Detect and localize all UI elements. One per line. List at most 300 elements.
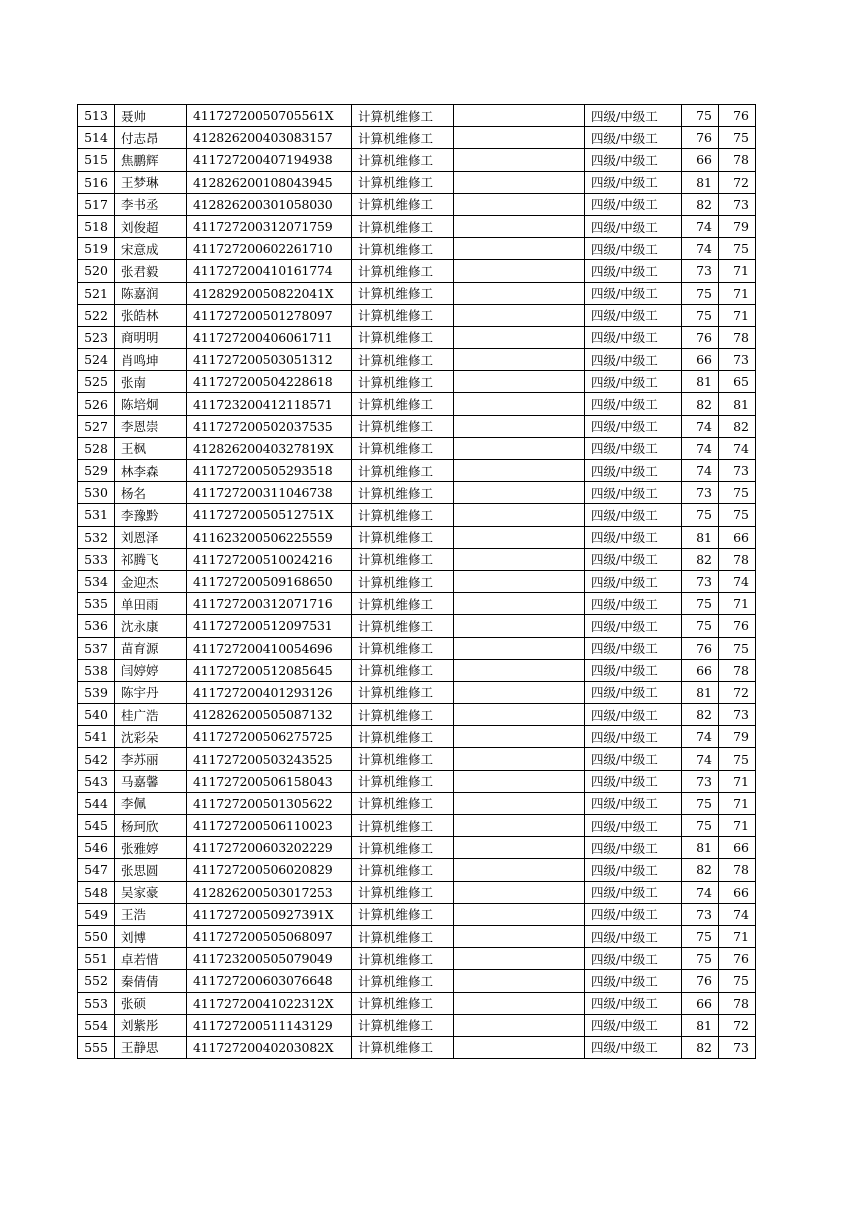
score-1: 66 bbox=[682, 992, 719, 1014]
score-2: 71 bbox=[719, 260, 756, 282]
score-1: 76 bbox=[682, 127, 719, 149]
candidate-name: 沈永康 bbox=[115, 615, 187, 637]
skill-level: 四级/中级工 bbox=[585, 1036, 682, 1058]
id-number: 411727200410054696 bbox=[187, 637, 352, 659]
occupation: 计算机维修工 bbox=[352, 215, 454, 237]
skill-level: 四级/中级工 bbox=[585, 815, 682, 837]
candidate-name: 张君毅 bbox=[115, 260, 187, 282]
blank-cell bbox=[454, 859, 585, 881]
score-2: 78 bbox=[719, 859, 756, 881]
candidate-name: 李豫黔 bbox=[115, 504, 187, 526]
blank-cell bbox=[454, 526, 585, 548]
id-number: 41172720050512751X bbox=[187, 504, 352, 526]
occupation: 计算机维修工 bbox=[352, 837, 454, 859]
occupation: 计算机维修工 bbox=[352, 925, 454, 947]
table-row bbox=[78, 815, 756, 837]
occupation: 计算机维修工 bbox=[352, 460, 454, 482]
score-2: 71 bbox=[719, 792, 756, 814]
skill-level: 四级/中级工 bbox=[585, 526, 682, 548]
candidate-name: 王浩 bbox=[115, 903, 187, 925]
score-1: 82 bbox=[682, 1036, 719, 1058]
table-row bbox=[78, 504, 756, 526]
score-2: 71 bbox=[719, 815, 756, 837]
table-row bbox=[78, 105, 756, 127]
blank-cell bbox=[454, 504, 585, 526]
score-2: 76 bbox=[719, 948, 756, 970]
occupation: 计算机维修工 bbox=[352, 681, 454, 703]
score-1: 81 bbox=[682, 1014, 719, 1036]
blank-cell bbox=[454, 615, 585, 637]
id-number: 411727200501278097 bbox=[187, 304, 352, 326]
blank-cell bbox=[454, 460, 585, 482]
score-2: 75 bbox=[719, 238, 756, 260]
candidate-name: 林李森 bbox=[115, 460, 187, 482]
table-row bbox=[78, 371, 756, 393]
candidate-name: 闫婷婷 bbox=[115, 659, 187, 681]
occupation: 计算机维修工 bbox=[352, 548, 454, 570]
row-number: 545 bbox=[78, 815, 115, 837]
occupation: 计算机维修工 bbox=[352, 304, 454, 326]
score-2: 76 bbox=[719, 105, 756, 127]
id-number: 41282920050822041X bbox=[187, 282, 352, 304]
skill-level: 四级/中级工 bbox=[585, 282, 682, 304]
blank-cell bbox=[454, 260, 585, 282]
score-2: 78 bbox=[719, 659, 756, 681]
id-number: 411727200602261710 bbox=[187, 238, 352, 260]
table-row bbox=[78, 925, 756, 947]
score-1: 73 bbox=[682, 903, 719, 925]
occupation: 计算机维修工 bbox=[352, 1014, 454, 1036]
id-number: 411727200410161774 bbox=[187, 260, 352, 282]
blank-cell bbox=[454, 637, 585, 659]
table-row bbox=[78, 726, 756, 748]
score-2: 79 bbox=[719, 726, 756, 748]
table-row bbox=[78, 992, 756, 1014]
score-1: 74 bbox=[682, 460, 719, 482]
table-row bbox=[78, 948, 756, 970]
candidate-name: 吴家豪 bbox=[115, 881, 187, 903]
id-number: 41172720041022312X bbox=[187, 992, 352, 1014]
blank-cell bbox=[454, 349, 585, 371]
blank-cell bbox=[454, 127, 585, 149]
score-1: 75 bbox=[682, 282, 719, 304]
table-row bbox=[78, 149, 756, 171]
table-row bbox=[78, 526, 756, 548]
row-number: 526 bbox=[78, 393, 115, 415]
candidate-name: 李恩崇 bbox=[115, 415, 187, 437]
id-number: 411727200506110023 bbox=[187, 815, 352, 837]
candidate-name: 张雅婷 bbox=[115, 837, 187, 859]
score-2: 74 bbox=[719, 903, 756, 925]
skill-level: 四级/中级工 bbox=[585, 593, 682, 615]
candidate-name: 王静思 bbox=[115, 1036, 187, 1058]
occupation: 计算机维修工 bbox=[352, 349, 454, 371]
occupation: 计算机维修工 bbox=[352, 859, 454, 881]
score-2: 81 bbox=[719, 393, 756, 415]
blank-cell bbox=[454, 326, 585, 348]
score-1: 74 bbox=[682, 415, 719, 437]
skill-level: 四级/中级工 bbox=[585, 260, 682, 282]
blank-cell bbox=[454, 659, 585, 681]
candidate-name: 张南 bbox=[115, 371, 187, 393]
candidate-name: 杨名 bbox=[115, 482, 187, 504]
blank-cell bbox=[454, 593, 585, 615]
occupation: 计算机维修工 bbox=[352, 127, 454, 149]
score-1: 81 bbox=[682, 681, 719, 703]
id-number: 411727200505068097 bbox=[187, 925, 352, 947]
score-2: 75 bbox=[719, 504, 756, 526]
row-number: 544 bbox=[78, 792, 115, 814]
score-1: 74 bbox=[682, 726, 719, 748]
candidate-name: 刘恩泽 bbox=[115, 526, 187, 548]
skill-level: 四级/中级工 bbox=[585, 127, 682, 149]
row-number: 524 bbox=[78, 349, 115, 371]
row-number: 535 bbox=[78, 593, 115, 615]
score-1: 74 bbox=[682, 881, 719, 903]
candidate-name: 祁腾飞 bbox=[115, 548, 187, 570]
occupation: 计算机维修工 bbox=[352, 748, 454, 770]
table-row bbox=[78, 415, 756, 437]
skill-level: 四级/中级工 bbox=[585, 105, 682, 127]
score-1: 74 bbox=[682, 238, 719, 260]
row-number: 547 bbox=[78, 859, 115, 881]
table-row bbox=[78, 548, 756, 570]
skill-level: 四级/中级工 bbox=[585, 726, 682, 748]
candidate-name: 付志昂 bbox=[115, 127, 187, 149]
occupation: 计算机维修工 bbox=[352, 615, 454, 637]
row-number: 522 bbox=[78, 304, 115, 326]
row-number: 523 bbox=[78, 326, 115, 348]
candidate-name: 陈培炯 bbox=[115, 393, 187, 415]
id-number: 41172720050927391X bbox=[187, 903, 352, 925]
skill-level: 四级/中级工 bbox=[585, 903, 682, 925]
table-row bbox=[78, 171, 756, 193]
row-number: 536 bbox=[78, 615, 115, 637]
score-2: 75 bbox=[719, 970, 756, 992]
row-number: 517 bbox=[78, 193, 115, 215]
id-number: 412826200503017253 bbox=[187, 881, 352, 903]
occupation: 计算机维修工 bbox=[352, 659, 454, 681]
blank-cell bbox=[454, 304, 585, 326]
table-row bbox=[78, 970, 756, 992]
row-number: 534 bbox=[78, 570, 115, 592]
row-number: 515 bbox=[78, 149, 115, 171]
score-2: 73 bbox=[719, 349, 756, 371]
table-row bbox=[78, 193, 756, 215]
table-body bbox=[78, 105, 756, 1059]
candidate-name: 杨珂欣 bbox=[115, 815, 187, 837]
score-1: 75 bbox=[682, 504, 719, 526]
score-2: 66 bbox=[719, 881, 756, 903]
skill-level: 四级/中级工 bbox=[585, 149, 682, 171]
candidate-name: 王梦琳 bbox=[115, 171, 187, 193]
score-1: 73 bbox=[682, 570, 719, 592]
occupation: 计算机维修工 bbox=[352, 371, 454, 393]
id-number: 41172720050705561X bbox=[187, 105, 352, 127]
id-number: 411727200511143129 bbox=[187, 1014, 352, 1036]
table-row bbox=[78, 570, 756, 592]
candidate-name: 张皓林 bbox=[115, 304, 187, 326]
blank-cell bbox=[454, 437, 585, 459]
candidate-name: 卓若惜 bbox=[115, 948, 187, 970]
occupation: 计算机维修工 bbox=[352, 171, 454, 193]
blank-cell bbox=[454, 770, 585, 792]
id-number: 411727200503051312 bbox=[187, 349, 352, 371]
id-number: 411727200501305622 bbox=[187, 792, 352, 814]
skill-level: 四级/中级工 bbox=[585, 415, 682, 437]
score-2: 75 bbox=[719, 748, 756, 770]
row-number: 529 bbox=[78, 460, 115, 482]
score-1: 73 bbox=[682, 260, 719, 282]
row-number: 520 bbox=[78, 260, 115, 282]
score-1: 82 bbox=[682, 193, 719, 215]
row-number: 549 bbox=[78, 903, 115, 925]
table-row bbox=[78, 615, 756, 637]
candidate-name: 张思圆 bbox=[115, 859, 187, 881]
score-2: 75 bbox=[719, 637, 756, 659]
table-row bbox=[78, 770, 756, 792]
skill-level: 四级/中级工 bbox=[585, 859, 682, 881]
candidate-name: 李书丞 bbox=[115, 193, 187, 215]
occupation: 计算机维修工 bbox=[352, 1036, 454, 1058]
row-number: 548 bbox=[78, 881, 115, 903]
id-number: 411727200406061711 bbox=[187, 326, 352, 348]
occupation: 计算机维修工 bbox=[352, 282, 454, 304]
row-number: 518 bbox=[78, 215, 115, 237]
skill-level: 四级/中级工 bbox=[585, 371, 682, 393]
blank-cell bbox=[454, 149, 585, 171]
skill-level: 四级/中级工 bbox=[585, 215, 682, 237]
row-number: 546 bbox=[78, 837, 115, 859]
row-number: 527 bbox=[78, 415, 115, 437]
candidate-name: 宋意成 bbox=[115, 238, 187, 260]
candidate-name: 王枫 bbox=[115, 437, 187, 459]
score-1: 73 bbox=[682, 770, 719, 792]
row-number: 551 bbox=[78, 948, 115, 970]
id-number: 411727200311046738 bbox=[187, 482, 352, 504]
score-2: 71 bbox=[719, 304, 756, 326]
occupation: 计算机维修工 bbox=[352, 326, 454, 348]
blank-cell bbox=[454, 792, 585, 814]
occupation: 计算机维修工 bbox=[352, 526, 454, 548]
score-2: 78 bbox=[719, 326, 756, 348]
row-number: 538 bbox=[78, 659, 115, 681]
id-number: 411623200506225559 bbox=[187, 526, 352, 548]
candidate-name: 金迎杰 bbox=[115, 570, 187, 592]
score-1: 82 bbox=[682, 548, 719, 570]
id-number: 411727200506020829 bbox=[187, 859, 352, 881]
score-2: 74 bbox=[719, 570, 756, 592]
id-number: 411727200509168650 bbox=[187, 570, 352, 592]
score-2: 73 bbox=[719, 1036, 756, 1058]
blank-cell bbox=[454, 482, 585, 504]
score-1: 75 bbox=[682, 593, 719, 615]
table-row bbox=[78, 215, 756, 237]
id-number: 411727200603076648 bbox=[187, 970, 352, 992]
skill-level: 四级/中级工 bbox=[585, 193, 682, 215]
score-2: 71 bbox=[719, 925, 756, 947]
row-number: 550 bbox=[78, 925, 115, 947]
row-number: 514 bbox=[78, 127, 115, 149]
row-number: 541 bbox=[78, 726, 115, 748]
blank-cell bbox=[454, 948, 585, 970]
score-2: 72 bbox=[719, 681, 756, 703]
occupation: 计算机维修工 bbox=[352, 105, 454, 127]
skill-level: 四级/中级工 bbox=[585, 948, 682, 970]
candidate-name: 焦鹏辉 bbox=[115, 149, 187, 171]
score-2: 71 bbox=[719, 282, 756, 304]
blank-cell bbox=[454, 726, 585, 748]
table-row bbox=[78, 282, 756, 304]
score-2: 73 bbox=[719, 193, 756, 215]
score-2: 65 bbox=[719, 371, 756, 393]
blank-cell bbox=[454, 282, 585, 304]
id-number: 41282620040327819X bbox=[187, 437, 352, 459]
score-2: 71 bbox=[719, 770, 756, 792]
occupation: 计算机维修工 bbox=[352, 903, 454, 925]
score-2: 74 bbox=[719, 437, 756, 459]
score-2: 78 bbox=[719, 992, 756, 1014]
blank-cell bbox=[454, 815, 585, 837]
occupation: 计算机维修工 bbox=[352, 260, 454, 282]
score-1: 74 bbox=[682, 437, 719, 459]
table-row bbox=[78, 859, 756, 881]
skill-level: 四级/中级工 bbox=[585, 615, 682, 637]
id-number: 411727200312071759 bbox=[187, 215, 352, 237]
score-2: 75 bbox=[719, 127, 756, 149]
table-row bbox=[78, 681, 756, 703]
score-1: 81 bbox=[682, 526, 719, 548]
skill-level: 四级/中级工 bbox=[585, 792, 682, 814]
occupation: 计算机维修工 bbox=[352, 881, 454, 903]
candidate-name: 苗育源 bbox=[115, 637, 187, 659]
score-1: 75 bbox=[682, 615, 719, 637]
blank-cell bbox=[454, 238, 585, 260]
candidate-name: 刘博 bbox=[115, 925, 187, 947]
score-2: 73 bbox=[719, 460, 756, 482]
blank-cell bbox=[454, 903, 585, 925]
table-row bbox=[78, 792, 756, 814]
id-number: 411727200512097531 bbox=[187, 615, 352, 637]
candidate-name: 商明明 bbox=[115, 326, 187, 348]
score-1: 75 bbox=[682, 105, 719, 127]
occupation: 计算机维修工 bbox=[352, 238, 454, 260]
id-number: 411727200512085645 bbox=[187, 659, 352, 681]
table-row bbox=[78, 304, 756, 326]
table-row bbox=[78, 437, 756, 459]
score-1: 76 bbox=[682, 970, 719, 992]
skill-level: 四级/中级工 bbox=[585, 837, 682, 859]
blank-cell bbox=[454, 415, 585, 437]
blank-cell bbox=[454, 548, 585, 570]
table-row bbox=[78, 460, 756, 482]
score-2: 78 bbox=[719, 149, 756, 171]
blank-cell bbox=[454, 881, 585, 903]
skill-level: 四级/中级工 bbox=[585, 659, 682, 681]
score-2: 66 bbox=[719, 526, 756, 548]
score-1: 75 bbox=[682, 792, 719, 814]
blank-cell bbox=[454, 371, 585, 393]
skill-level: 四级/中级工 bbox=[585, 504, 682, 526]
score-1: 75 bbox=[682, 815, 719, 837]
score-1: 75 bbox=[682, 925, 719, 947]
score-2: 71 bbox=[719, 593, 756, 615]
skill-level: 四级/中级工 bbox=[585, 704, 682, 726]
occupation: 计算机维修工 bbox=[352, 415, 454, 437]
blank-cell bbox=[454, 925, 585, 947]
score-1: 74 bbox=[682, 215, 719, 237]
skill-level: 四级/中级工 bbox=[585, 304, 682, 326]
blank-cell bbox=[454, 393, 585, 415]
table-row bbox=[78, 393, 756, 415]
occupation: 计算机维修工 bbox=[352, 815, 454, 837]
blank-cell bbox=[454, 704, 585, 726]
id-number: 411727200504228618 bbox=[187, 371, 352, 393]
id-number: 411723200412118571 bbox=[187, 393, 352, 415]
id-number: 411727200506275725 bbox=[187, 726, 352, 748]
table-row bbox=[78, 326, 756, 348]
candidate-name: 单田雨 bbox=[115, 593, 187, 615]
score-table bbox=[77, 104, 756, 1059]
table-row bbox=[78, 482, 756, 504]
occupation: 计算机维修工 bbox=[352, 482, 454, 504]
table-row bbox=[78, 903, 756, 925]
table-row bbox=[78, 881, 756, 903]
candidate-name: 聂帅 bbox=[115, 105, 187, 127]
score-1: 73 bbox=[682, 482, 719, 504]
row-number: 521 bbox=[78, 282, 115, 304]
id-number: 411727200510024216 bbox=[187, 548, 352, 570]
occupation: 计算机维修工 bbox=[352, 704, 454, 726]
score-1: 75 bbox=[682, 948, 719, 970]
occupation: 计算机维修工 bbox=[352, 726, 454, 748]
id-number: 412826200403083157 bbox=[187, 127, 352, 149]
row-number: 553 bbox=[78, 992, 115, 1014]
score-1: 81 bbox=[682, 371, 719, 393]
occupation: 计算机维修工 bbox=[352, 437, 454, 459]
score-1: 76 bbox=[682, 326, 719, 348]
skill-level: 四级/中级工 bbox=[585, 1014, 682, 1036]
row-number: 528 bbox=[78, 437, 115, 459]
occupation: 计算机维修工 bbox=[352, 970, 454, 992]
blank-cell bbox=[454, 681, 585, 703]
score-1: 82 bbox=[682, 393, 719, 415]
blank-cell bbox=[454, 1014, 585, 1036]
table-row bbox=[78, 659, 756, 681]
id-number: 411727200502037535 bbox=[187, 415, 352, 437]
row-number: 554 bbox=[78, 1014, 115, 1036]
row-number: 519 bbox=[78, 238, 115, 260]
candidate-name: 陈嘉润 bbox=[115, 282, 187, 304]
skill-level: 四级/中级工 bbox=[585, 770, 682, 792]
table-row bbox=[78, 704, 756, 726]
score-2: 82 bbox=[719, 415, 756, 437]
id-number: 411727200506158043 bbox=[187, 770, 352, 792]
skill-level: 四级/中级工 bbox=[585, 393, 682, 415]
row-number: 531 bbox=[78, 504, 115, 526]
score-2: 79 bbox=[719, 215, 756, 237]
row-number: 543 bbox=[78, 770, 115, 792]
skill-level: 四级/中级工 bbox=[585, 548, 682, 570]
id-number: 411727200505293518 bbox=[187, 460, 352, 482]
candidate-name: 李佩 bbox=[115, 792, 187, 814]
occupation: 计算机维修工 bbox=[352, 770, 454, 792]
skill-level: 四级/中级工 bbox=[585, 925, 682, 947]
row-number: 525 bbox=[78, 371, 115, 393]
table-row bbox=[78, 260, 756, 282]
skill-level: 四级/中级工 bbox=[585, 970, 682, 992]
skill-level: 四级/中级工 bbox=[585, 570, 682, 592]
